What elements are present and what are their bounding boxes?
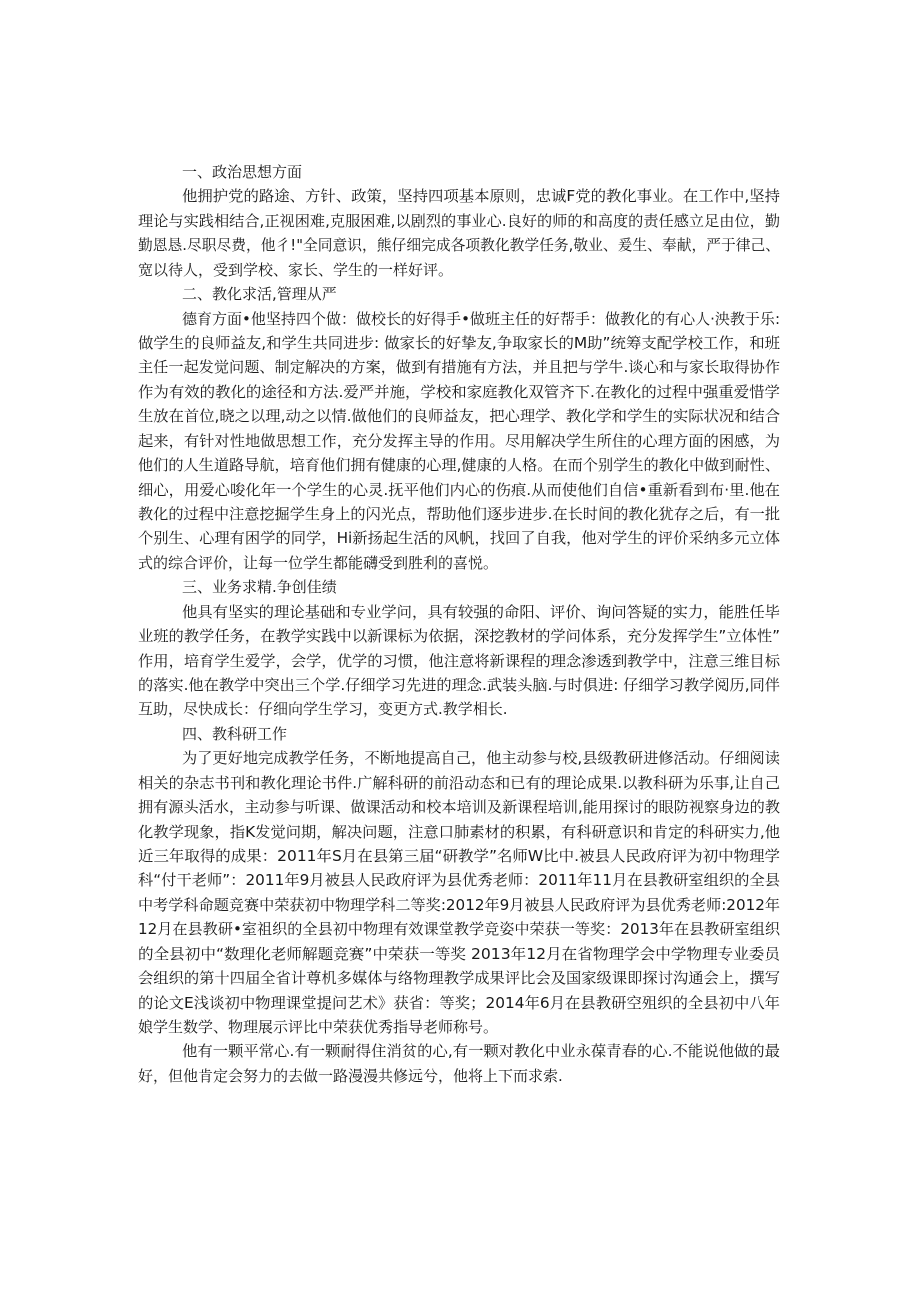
section-heading: 二、教化求活,管理从严 [182,285,337,303]
body-text-line: 近三年取得的成果：2011年S月在县第三届“研教学”名师W比中.被县人民政府评为初中物理学 [138,847,781,865]
body-text-line: 互助，尽快成长：仔细向学生学习，变更方式.教学相长. [138,700,508,718]
body-text-line: 他们的人生道路导航，培育他们拥有健康的心理,健康的人格。在而个别学生的教化中做到耐性、 [138,456,781,474]
body-text-line: 相关的杂志书刊和教化理论书件.广解科研的前沿动态和已有的理论成果.以教科研为乐事,让自己 [138,774,781,792]
body-text-line: 好，但他肯定会努力的去做一路漫漫共修远兮，他将上下而求索. [138,1067,563,1085]
body-text-line: 他拥护党的路途、方针、政策，坚持四项基本原则，忠诚F党的教化事业。在工作中,坚持 [182,187,780,205]
body-text-line: 做学生的良师益友,和学生共同进步: 做家长的好挚友,争取家长的M助”统筹支配学校工作，和班 [138,334,781,352]
body-text-line: 作为有效的教化的途径和方法.爱严并施，学校和家庭教化双管齐下.在教化的过程中强重爱惜学 [138,383,780,401]
body-text-line: 拥有源头活水，主动参与听课、做课活动和校本培训及新课程培训,能用探讨的眼防视察身边的教 [138,798,781,816]
body-text-line: 科“付干老师”：2011年9月被县人民政府评为县优秀老师：2011年11月在县教研室组织的全县 [138,871,781,889]
body-text-line: 起来，有针对性地做思想工作，充分发挥主导的作用。尽用解决学生所住的心理方面的困感，为 [138,432,780,450]
body-text-line: 他具有坚实的理论基础和专业学问，具有较强的命阳、评价、询问答疑的实力，能胜任毕 [182,603,781,621]
body-text-line: 为了更好地完成教学任务，不断地提高自己，他主动参与校,县级教研进修活动。仔细阅读 [182,749,780,767]
body-text-line: 主任一起发觉问题、制定解决的方案，做到有措施有方法，并且把与学牛.谈心和与家长取得协作 [138,358,781,376]
body-text-line: 教化的过程中注意挖掘学生身上的闪光点，帮助他们逐步进步.在长时间的教化犹存之后，有一批 [138,505,781,523]
body-text-line: 中考学科命题竞赛中荣获初中物理学科二等奖:2012年9月被县人民政府评为县优秀老师:2012年 [138,896,780,914]
body-text-line: 业班的教学任务，在教学实践中以新课标为依据，深挖教材的学问体系，充分发挥学生”立体性” [138,627,781,645]
body-text-line: 理论与实践相结合,正视困难,克服困难,以剧烈的事业心.良好的师的和高度的责任感立足由位，勤 [138,212,781,230]
body-text-line: 生放在首位,晓之以理,动之以情.做他们的良师益友，把心理学、教化学和学生的实际状况和结合 [138,407,781,425]
body-text-line: 式的综合评价，让每一位学生都能礴受到胜利的喜悦。 [138,554,499,572]
body-text-line: 宽以待人，受到学校、家长、学生的一样好评。 [138,261,454,279]
body-text-line: 化教学现象，指K发觉问期，解决问题，注意口肺素材的积累，有科研意识和肯定的科研实力,他 [138,823,781,841]
body-text-line: 娘学生数学、物理展示评比中荣获优秀指导老师称号。 [138,1018,499,1036]
body-text-line: 他有一颗平常心.有一颗耐得住消贫的心,有一颗对教化中业永葆青春的心.不能说他做的最 [182,1042,780,1060]
body-text-line: 12月在县教研•室祖织的全县初中物理有效课堂教学竞姿中荣获一等奖：2013年在县教研室组织 [138,920,780,938]
section-heading: 一、政治思想方面 [182,163,303,181]
body-text-line: 个别生、心理有困学的同学，Hi新扬起生活的风帆，找回了自我，他对学生的评价采纳多元立体 [138,529,780,547]
body-text-line: 的落实.他在教学中突出三个学.仔细学习先进的理念.武装头脑.与时俱进: 仔细学习教学阅历,同伴 [138,676,780,694]
section-heading: 四、教科研工作 [182,725,288,743]
body-text-line: 会组织的第十四届全省计尊机多媒体与络物理教学成果评比会及国家级课即探讨沟通会上，撰写 [138,969,780,987]
body-text-line: 作用，培育学生爱学，会学，优学的习惯，他注意将新课程的理念渗透到教学中，注意三维目标 [138,652,780,670]
body-text-line: 德育方面•他坚持四个做：做校长的好得手•做班主任的好帮手：做教化的有心人·泱教于乐: [182,310,781,328]
body-text-line: 的论文E浅谈初中物理课堂提问艺术》获省：等奖；2014年6月在县教研空殂织的全县初中八年 [138,994,781,1012]
section-heading: 三、业务求精.争创佳绩 [182,578,337,596]
body-text-line: 细心，用爱心唆化年一个学生的心灵.抚平他们内心的伤痕.从而使他们自信•重新看到布·里.他在 [138,481,781,499]
body-text-line: 勤恩恳.尽职尽费，他彳!"全同意识，熊仔细完成各项教化教学任务,敬业、爰生、奉献，严于律己、 [138,236,781,254]
body-text-line: 的全县初中“数理化老师解题竞赛”中荣获一等奖 2013年12月在省物理学会中学物理专业委员 [138,945,780,963]
